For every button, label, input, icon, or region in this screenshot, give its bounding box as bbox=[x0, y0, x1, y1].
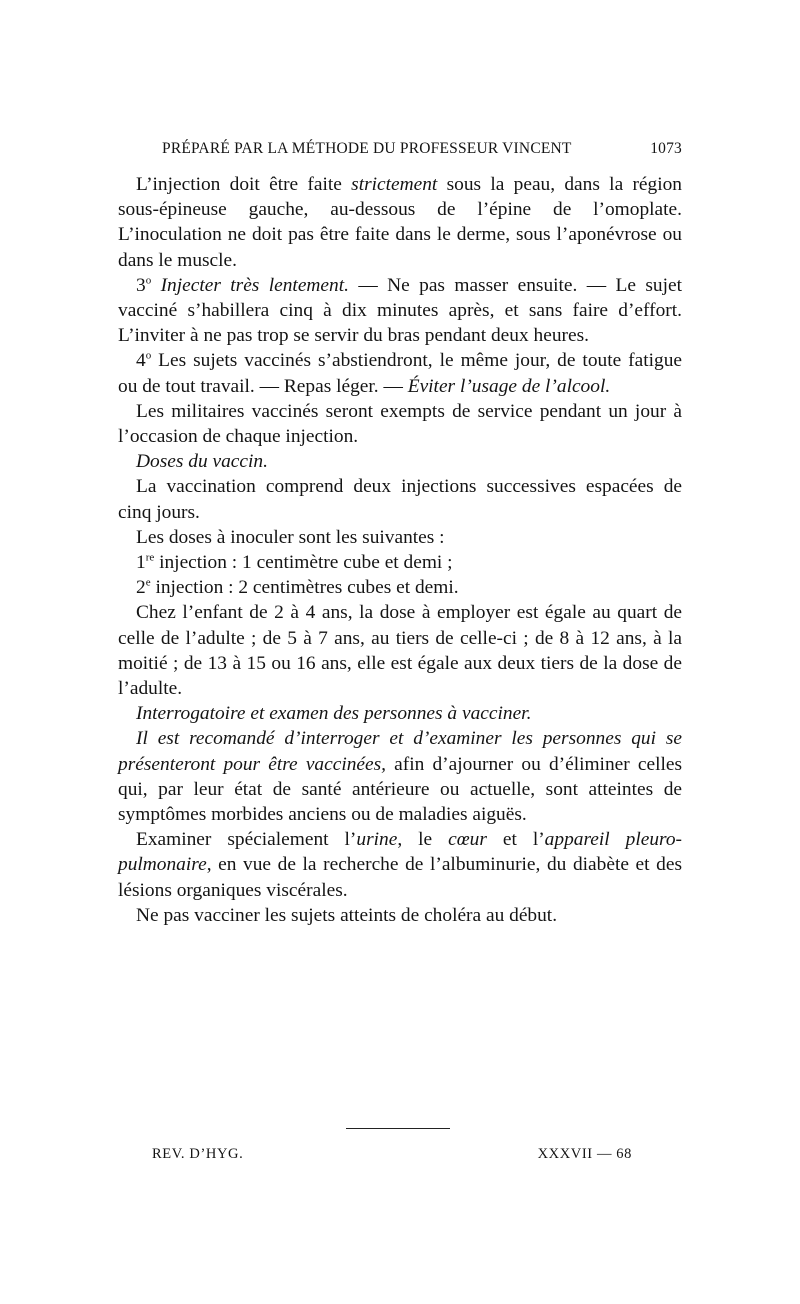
paragraph-special-exam: Examiner spécialement l’urine, le cœur et l’appareil pleuro-pulmonaire, en vue de la recherche de l’albuminurie, du diabète et des lésions organiques viscérales. bbox=[118, 829, 682, 901]
paragraph-step-4: 4$^o$ Les sujets vaccinés s’abstiendront, le même jour, de toute fatigue ou de tout travail. — Repas léger. — Éviter l’usage de l’alcool. bbox=[118, 349, 682, 397]
footer-rule bbox=[346, 1128, 450, 1129]
page-footer bbox=[152, 1146, 632, 1163]
running-title: PRÉPARÉ PAR LA MÉTHODE DU PROFESSEUR VINCENT bbox=[162, 140, 572, 157]
page-number: 1073 bbox=[650, 140, 682, 157]
paragraph-military-exemption: Les militaires vaccinés seront exempts de service pendant un jour à l’occasion de chaque injection. bbox=[118, 400, 682, 448]
signature-mark: XXXVII — 68 bbox=[537, 1146, 632, 1162]
paragraph-two-injections: La vaccination comprend deux injections successives espacées de cinq jours. bbox=[118, 476, 682, 523]
dose-item-first: 1re injection : 1 centimètre cube et demi ; bbox=[136, 551, 453, 574]
paragraph-examination: Il est recomandé d’interroger et d’examiner les personnes qui se présenteront pour être vaccinées, afin d’ajourner ou d’éliminer celles qui, par leur état de santé antérieure ou actuelle, sont atteintes de symptômes morbides anciens ou de maladies aiguës. bbox=[118, 728, 682, 826]
paragraph-step-3: 3$^o$ Injecter très lentement. — Ne pas masser ensuite. — Le sujet vacciné s’habillera cinq à dix minutes après, et sans faire d’effort. L’inviter à ne pas trop se servir du bras pendant deux heures. bbox=[118, 274, 682, 347]
paragraph-child-doses: Chez l’enfant de 2 à 4 ans, la dose à employer est égale au quart de celle de l’adulte ; de 5 à 7 ans, au tiers de celle-ci ; de 8 à 12 ans, à la moitié ; de 13 à 15 ou 16 ans, elle est égale aux deux tiers de la dose de l’adulte. bbox=[118, 602, 682, 700]
running-head bbox=[162, 140, 682, 158]
body-text bbox=[118, 172, 682, 928]
journal-abbreviation: REV. D’HYG. bbox=[152, 1146, 244, 1162]
dose-item-second: 2e injection : 2 centimètres cubes et demi. bbox=[136, 576, 459, 599]
paragraph-injection-site: L’injection doit être faite strictement sous la peau, dans la région sous-épineuse gauche, au-dessous de l’épine de l’omoplate. L’inoculation ne doit pas être faite dans le derme, sous l’aponévrose ou dans le muscle. bbox=[118, 174, 682, 271]
paragraph-cholera: Ne pas vacciner les sujets atteints de choléra au début. bbox=[136, 904, 558, 926]
paragraph-doses-intro: Les doses à inoculer sont les suivantes : bbox=[136, 526, 445, 548]
section-heading-examination: Interrogatoire et examen des personnes à vacciner. bbox=[136, 703, 532, 725]
section-heading-doses: Doses du vaccin. bbox=[136, 451, 268, 473]
